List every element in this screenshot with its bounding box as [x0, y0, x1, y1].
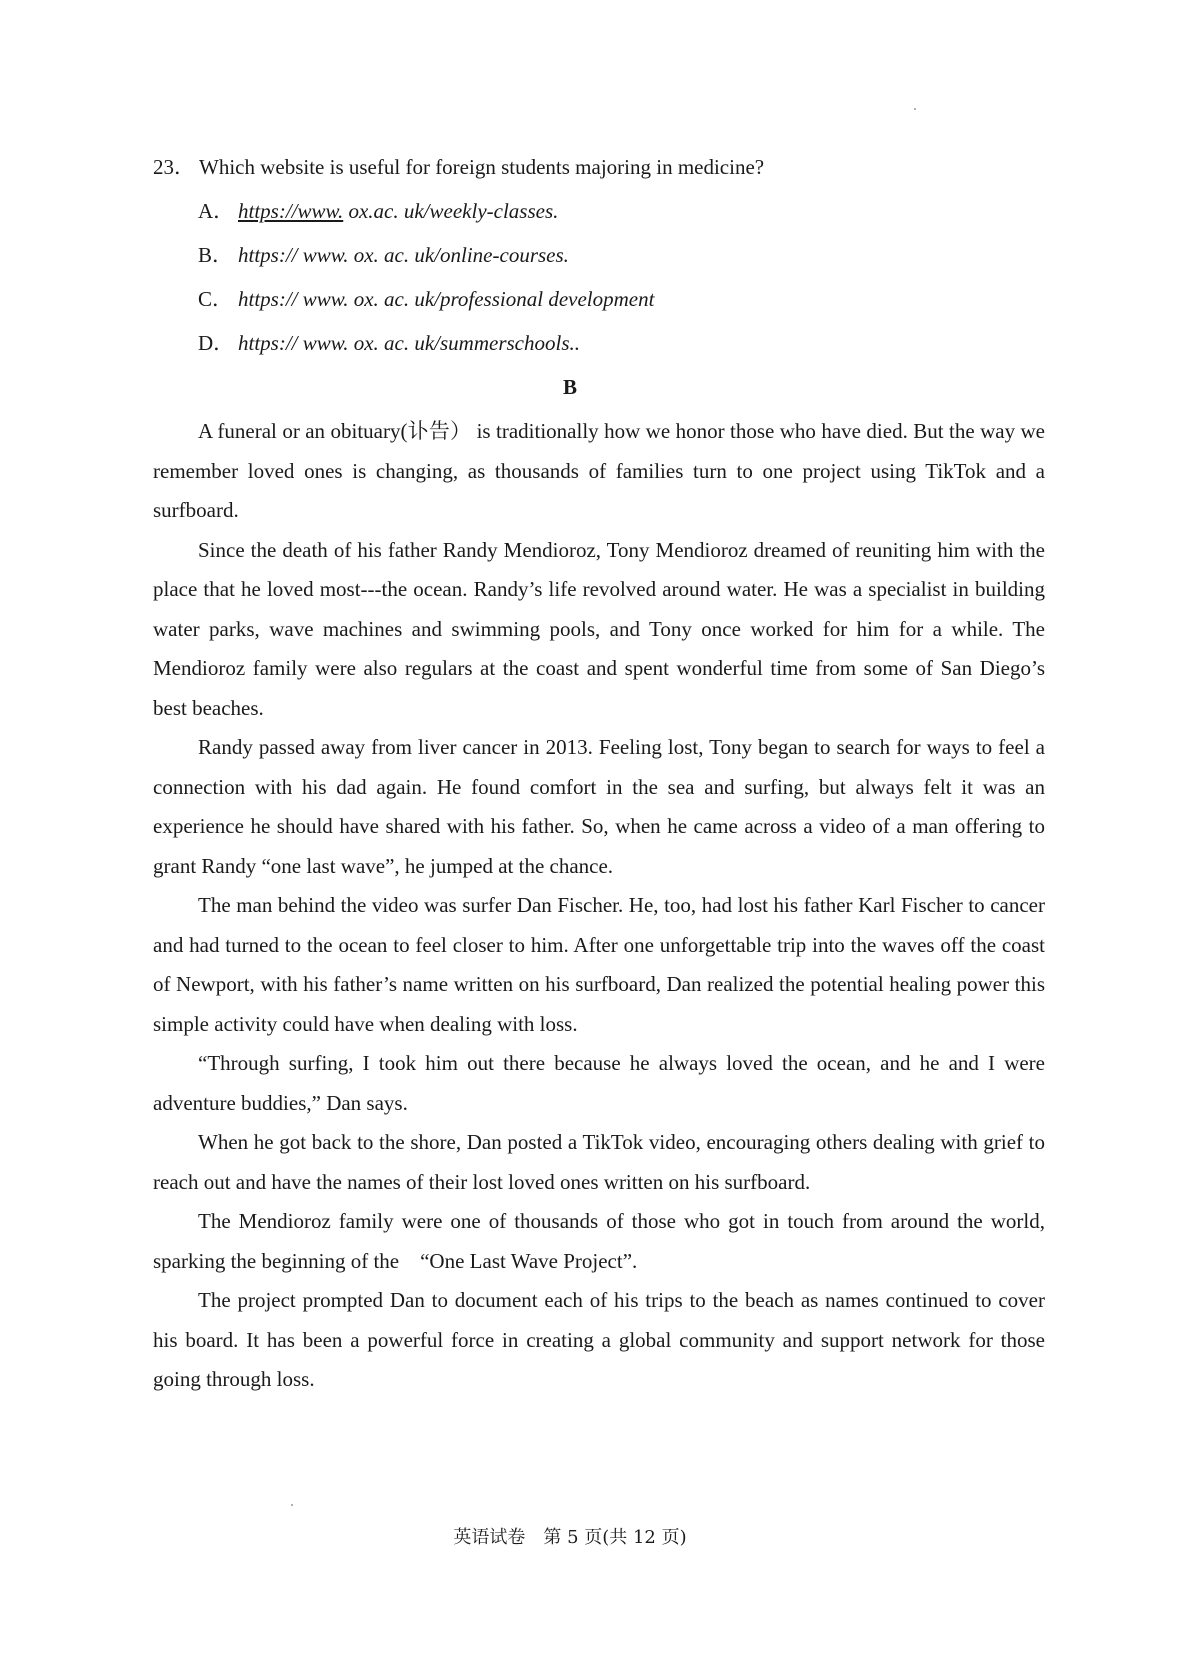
option-b[interactable] [198, 240, 569, 270]
passage-paragraph: Randy passed away from liver cancer in 2013. Feeling lost, Tony began to search for ways to feel a connection with his dad again. He found comfort in the sea and surfing, but always felt it was an experience he should have shared with his father. So, when he came across a video of a man offering to grant Randy “one last wave”, he jumped at the chance. [153, 735, 1045, 878]
passage-paragraph: Since the death of his father Randy Mendioroz, Tony Mendioroz dreamed of reuniting him with the place that he loved most---the ocean. Randy’s life revolved around water. He was a specialist in building water parks, wave machines and swimming pools, and Tony once worked for him for a while. The Mendioroz family were also regulars at the coast and spent wonderful time from some of San Diego’s best beaches. [153, 537, 1045, 720]
question-23 [153, 152, 764, 182]
option-letter: D． [198, 331, 235, 355]
option-url: https:// www. ox. ac. uk/online-courses. [238, 243, 569, 267]
reading-passage [153, 412, 1045, 1400]
option-url [238, 199, 558, 223]
option-letter: A． [198, 199, 235, 223]
passage-paragraph: The project prompted Dan to document each of his trips to the beach as names continued to cover his board. It has been a powerful force in creating a global community and support network for those going through loss. [153, 1288, 1045, 1391]
passage-paragraph: A funeral or an obituary(讣告） is traditionally how we honor those who have died. But the way we remember loved ones is changing, as thousands of families turn to one project using TikTok and a surfboard. [153, 419, 1045, 522]
scan-speck [914, 108, 916, 110]
option-url-rest: ox.ac. uk/weekly-classes. [343, 199, 559, 223]
section-title: B [562, 375, 577, 399]
footer-subject: 英语试卷 [453, 1527, 526, 1548]
question-stem: Which website is useful for foreign students majoring in medicine? [199, 155, 765, 179]
passage-paragraph: When he got back to the shore, Dan posted a TikTok video, encouraging others dealing with grief to reach out and have the names of their lost loved ones written on his surfboard. [153, 1130, 1045, 1194]
option-letter: B． [198, 243, 234, 267]
scan-speck [291, 1504, 293, 1506]
passage-paragraph: “Through surfing, I took him out there because he always loved the ocean, and he and I were adventure buddies,” Dan says. [153, 1051, 1045, 1115]
option-d[interactable] [198, 328, 580, 358]
option-url: https:// www. ox. ac. uk/summerschools.. [238, 331, 581, 355]
option-letter: C． [198, 287, 234, 311]
page-footer [0, 1525, 1140, 1551]
option-url-underlined: https://www. [238, 199, 344, 223]
passage-paragraph: The Mendioroz family were one of thousands of those who got in touch from around the world, sparking the beginning of the “One Last Wave Project”. [153, 1209, 1045, 1273]
option-c[interactable] [198, 284, 654, 314]
option-a[interactable] [198, 196, 558, 226]
option-url: https:// www. ox. ac. uk/professional development [238, 287, 655, 311]
question-number: 23． [153, 155, 195, 179]
footer-page-number: 第 5 页(共 12 页) [543, 1527, 687, 1548]
passage-paragraph: The man behind the video was surfer Dan Fischer. He, too, had lost his father Karl Fischer to cancer and had turned to the ocean to feel closer to him. After one unforgettable trip into the waves off the coast of Newport, with his father’s name written on his surfboard, Dan realized the potential healing power this simple activity could have when dealing with loss. [153, 893, 1045, 1036]
